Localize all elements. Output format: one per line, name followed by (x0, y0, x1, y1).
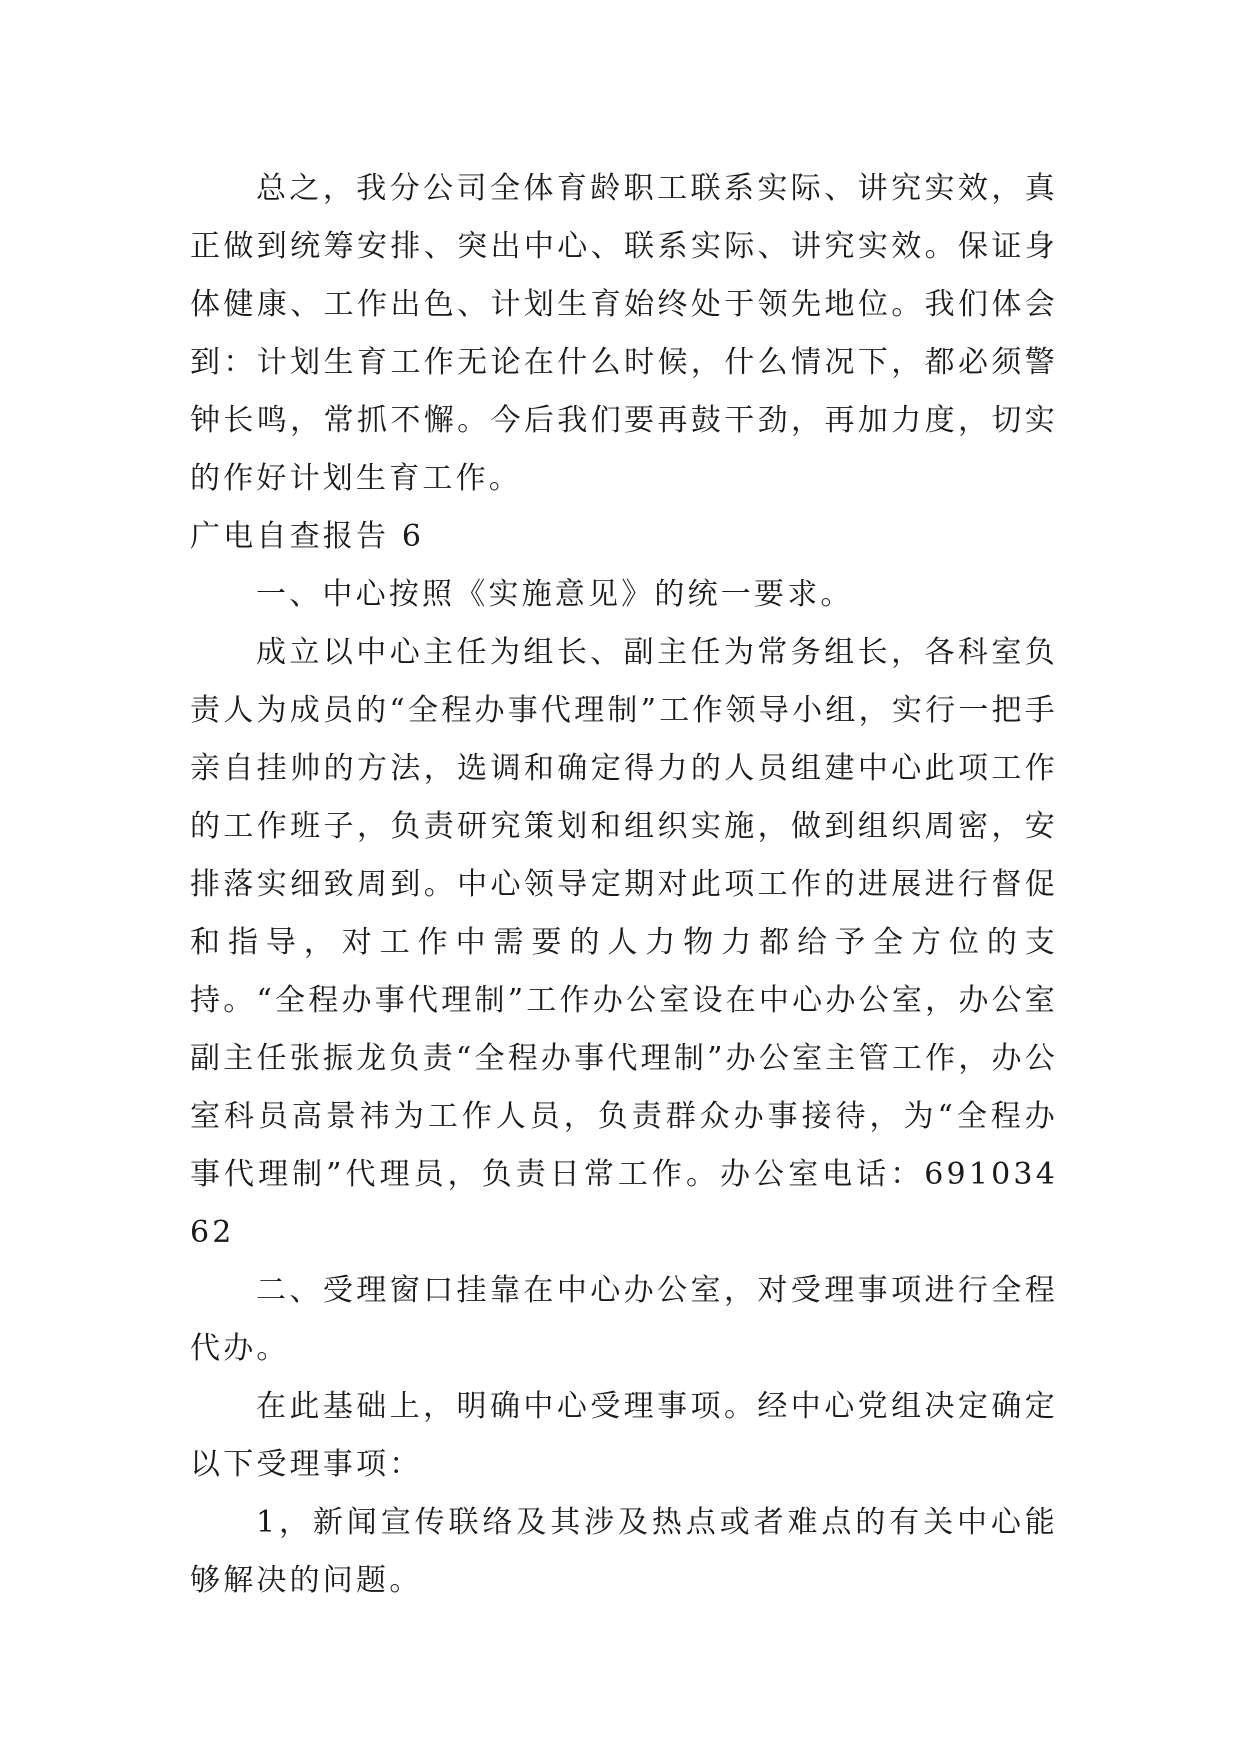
document-body (190, 160, 1058, 1610)
paragraph-accepted-matters: 在此基础上，明确中心受理事项。经中心党组决定确定以下受理事项： (190, 1389, 1058, 1482)
paragraph-leadership-group: 成立以中心主任为组长、副主任为常务组长，各科室负责人为成员的“全程办事代理制”工作领导小组，实行一把手亲自挂帅的方法，选调和确定得力的人员组建中心此项工作的工作班子，负责研究策划和组织实施，做到组织周密，安排落实细致周到。中心领导定期对此项工作的进展进行督促和指导，对工作中需要的人力物力都给予全方位的支持。“全程办事代理制”工作办公室设在中心办公室，办公室副主任张振龙负责“全程办事代理制”办公室主管工作，办公室科员高景祎为工作人员，负责群众办事接待，为“全程办事代理制”代理员，负责日常工作。办公室电话：69103462 (190, 635, 1058, 1250)
paragraph-item-two: 二、受理窗口挂靠在中心办公室，对受理事项进行全程代办。 (190, 1273, 1058, 1366)
paragraph-summary: 总之，我分公司全体育龄职工联系实际、讲究实效，真正做到统筹安排、突出中心、联系实际、讲究实效。保证身体健康、工作出色、计划生育始终处于领先地位。我们体会到：计划生育工作无论在什么时候，什么情况下，都必须警钟长鸣，常抓不懈。今后我们要再鼓干劲，再加力度，切实的作好计划生育工作。 (190, 171, 1058, 496)
section-heading: 广电自查报告 6 (190, 519, 425, 554)
paragraph-item-one: 一、中心按照《实施意见》的统一要求。 (256, 577, 854, 612)
paragraph-matter-one: 1，新闻宣传联络及其涉及热点或者难点的有关中心能够解决的问题。 (190, 1505, 1058, 1598)
